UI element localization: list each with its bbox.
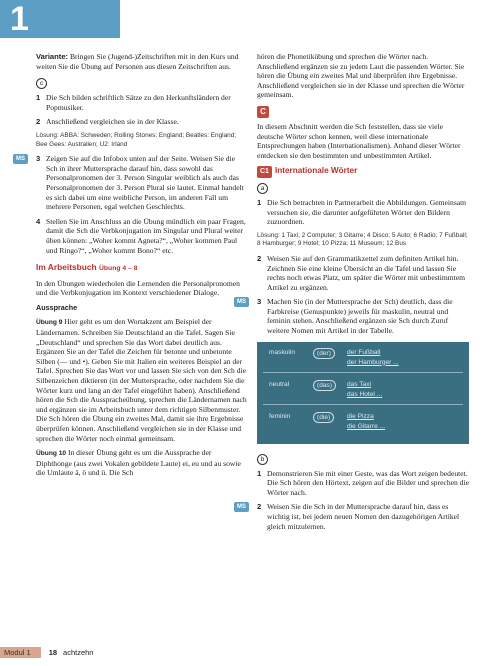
word: der Fußball	[347, 348, 381, 356]
word: die Pizza	[347, 412, 374, 420]
c1-badge: C1	[257, 166, 272, 178]
item-text: Weisen Sie auf den Grammatikzettel zum definiten Artikel hin. Zeichnen Sie eine kleine Übersicht an die Tafel und lassen Sie rechts noch etwas Platz, um später die Wörter mit unbestimmtem Artikel zu ergänzen.	[267, 253, 466, 292]
list-item: MS 2 Weisen Sie die Sch in der Muttersprache darauf hin, dass es wichtig ist, bei jedem neuen Nomen den dazugehörigen Artikel gleich mitzulernen.	[257, 502, 469, 531]
ms-badge-icon: MS	[13, 154, 28, 164]
left-column	[16, 52, 248, 483]
article-circle: (der)	[313, 348, 335, 359]
arbeitsbuch-heading	[36, 263, 248, 274]
chalkboard-table	[257, 342, 469, 444]
item-text: Die Sch bilden schriftlich Sätze zu den Herkunftsländern der Popmusiker.	[46, 93, 231, 112]
arbeitsbuch-text: In den Übungen wiederholen die Lernenden die Personalpronomen und die Verbkonjugation im Kontext verschiedener Dialoge.	[36, 278, 240, 298]
list-item: MS 3 Machen Sie (in der Muttersprache der Sch) deutlich, dass die Farbkreise (Genuspunkte) jeweils für maskulin, neutral und feminin stehen. Anschließend ergänzen sie Sch durch Zuruf weitere Nomen mit Artikel in der Tabelle.	[257, 297, 469, 335]
c1-title: Internationale Wörter	[274, 166, 358, 176]
arbeitsbuch-title: Im Arbeitsbuch	[36, 262, 97, 273]
c1-heading	[257, 166, 469, 178]
article-circle: (das)	[313, 380, 336, 391]
list-item: 1 Die Sch betrachten in Partnerarbeit die Abbildungen. Gemeinsam versuchen sie, die darunter aufgeführten Wörter den Bildern zuzuordnen.	[257, 197, 467, 227]
item-text: Weisen Sie die Sch in der Muttersprache darauf hin, dass es wichtig ist, bei jedem neuen Nomen den dazugehörigen Artikel gleich mitzulernen.	[267, 502, 460, 531]
word: der Hamburger ...	[347, 358, 399, 366]
module-tab: Modul 1	[0, 647, 41, 658]
item-text: Demonstrieren Sie mit einer Geste, was das Wort zeigen bedeutet. Die Sch hören den Hörtext, zeigen auf die Bilder und sprechen die Wörter nach.	[267, 468, 470, 497]
variante-paragraph	[36, 52, 248, 71]
continued-text: hören die Phonetikübung und sprechen die Wörter nach. Anschließend ergänzen sie zu jedem Laut die passenden Wörter. Sie hören die Übung ein zweites Mal und überprüfen ihre Ergebnisse. Anschließend vergleichen sie in der Klasse und sprechen die Wörter gemeinsam.	[257, 52, 465, 100]
list-item: 2 Weisen Sie auf den Grammatikzettel zum definiten Artikel hin. Zeichnen Sie eine kleine Übersicht an die Tafel und lassen Sie rechts noch etwas Platz, um später die Wörter mit unbestimmtem Artikel zu ergänzen.	[257, 253, 466, 292]
gender-label: feminin	[269, 412, 291, 420]
solution-text: Lösung: 1 Taxi; 2 Computer; 3 Gitarre; 4 Disco; 5 Auto; 6 Radio; 7 Fußball; 8 Hamburger; 9 Hotel; 10 Pizza; 11 Museum; 12 Bus	[257, 231, 468, 248]
ms-badge-icon: MS	[234, 502, 249, 512]
arbeitsbuch-exercises: Übung 4 – 8	[98, 265, 138, 273]
ms-badge-icon: MS	[234, 297, 249, 307]
page-word: achtzehn	[63, 648, 94, 657]
ubung10-text: In dieser Übung geht es um die Aussprache der Diphthonge (aus zwei Vokalen gebildete Laute) ei, eu und au sowie die Umlaute ä, ö und ü. Die Sch	[36, 448, 241, 478]
section-c-text: In diesem Abschnitt werden die Sch feststellen, dass sie viele deutsche Wörter schon kennen, weil diese internationale Entsprechungen haben (Internationalismen). Anhand dieser Wörter entdecken sie den bestimmten und unbestimmten Artikel.	[257, 121, 461, 160]
gender-label: maskulin	[269, 348, 296, 356]
item-text: Zeigen Sie auf die Infobox unten auf der Seite. Weisen Sie die Sch in ihrer Muttersprache darauf hin, dass sowohl das Personalpronomen der 3. Person Singular weiblich als auch das Personalpronomen der 3. Person Plural sie lautet. Einmal handelt es sich dabei um eine weibliche Person, im anderen Fall um mehrere Personen, egal welchen Geschlechts.	[46, 154, 244, 212]
item-text: Machen Sie (in der Muttersprache der Sch) deutlich, dass die Farbkreise (Genuspunkte) jeweils für maskulin, neutral und feminin stehen. Anschließend ergänzen sie Sch durch Zuruf weitere Nomen mit Artikel in der Tabelle.	[267, 297, 453, 336]
ubung10-paragraph	[36, 448, 248, 478]
section-a-circle-icon: a	[257, 183, 268, 194]
word: die Gitarre ...	[347, 422, 386, 430]
article-circle: (die)	[313, 412, 334, 423]
section-c-circle-icon: c	[36, 78, 47, 89]
page-footer	[0, 647, 93, 658]
item-text: Stellen Sie im Anschluss an die Übung mündlich ein paar Fragen, damit die Sch die Verbkonjugation im Singular und Plural weiter üben können: „Woher kommt Agneta?“, „Woher kommen Paul und Ringo?“, „Woher kommt Bono?“ etc.	[46, 216, 246, 255]
ubung10-label: Übung 10	[36, 450, 67, 458]
list-item: 4 Stellen Sie im Anschluss an die Übung mündlich ein paar Fragen, damit die Sch die Verbkonjugation im Singular und Plural weiter üben können: „Woher kommt Agneta?“, „Woher kommen Paul und Ringo?“, „Woher kommt Bono?“ etc.	[36, 216, 246, 255]
ubung9-paragraph	[36, 317, 248, 443]
item-text: Die Sch betrachten in Partnerarbeit die Abbildungen. Gemeinsam versuchen sie, die darunter aufgeführten Wörter den Bildern zuzuordnen.	[267, 197, 467, 227]
word: das Taxi	[347, 380, 372, 388]
variante-label: Variante:	[36, 52, 69, 61]
list-item: 1 Demonstrieren Sie mit einer Geste, was das Wort zeigen bedeutet. Die Sch hören den Hörtext, zeigen auf die Bilder und sprechen die Wörter nach.	[257, 468, 470, 497]
list-item: MS 3 Zeigen Sie auf die Infobox unten auf der Seite. Weisen Sie die Sch in ihrer Muttersprache darauf hin, dass sowohl das Personalpronomen der 3. Person Singular weiblich als auch das Personalpronomen der 3. Person Plural sie lautet. Einmal handelt es sich dabei um eine weibliche Person, im anderen Fall um mehrere Personen, egal welchen Geschlechts.	[36, 154, 248, 212]
list-item: 1 Die Sch bilden schriftlich Sätze zu den Herkunftsländern der Popmusiker.	[36, 93, 231, 112]
aussprache-heading: Aussprache	[36, 302, 78, 312]
item-text: Anschließend vergleichen sie in der Klasse.	[46, 117, 179, 127]
page-number: 18	[48, 648, 58, 657]
ubung9-label: Übung 9	[36, 319, 63, 327]
variante-text: Bringen Sie (Jugend-)Zeitschriften mit in den Kurs und weiten Sie die Übung auf Personen aus diesen Zeitschriften aus.	[36, 52, 239, 71]
solution-text: Lösung: ABBA: Schweden; Rolling Stones: England; Beatles: England; Bee Gees: Australien; U2: Irland	[36, 131, 237, 148]
board-divider	[263, 372, 463, 373]
section-b-circle-icon: b	[257, 454, 268, 465]
board-divider	[263, 404, 463, 405]
ubung9-text: Hier geht es um den Wortakzent am Beispiel der Ländernamen. Schreiben Sie Deutschland an die Tafel. Sagen Sie „Deutschland“ und sprechen Sie das Wort dabei deutlich aus. Ergänzen Sie an der Tafel die Zeichen für betonte und unbetonte Silben (— und •). Geben Sie mit Italien ein weiteres Beispiel an der Tafel. Sprechen Sie das Wort vor und lassen Sie sich von den Sch die Silbenzeichen diktieren (in der Muttersprache, oder nachdem Sie die Wörter kurz und lang an der Tafel eingeführt haben). Anschließend hören die Sch die Ausspracheübung, sprechen die Ländernamen nach und ergänzen sie im Arbeitsbuch unter dem richtigen Silbenmuster. Die Sch hören die Übung ein zweites Mal, damit sie ihre Ergebnisse überprüfen können. Anschließend vergleichen sie in der Klasse und sprechen die Wörter noch einmal gemeinsam.	[36, 317, 247, 443]
right-column	[237, 52, 470, 536]
section-c-badge: C	[257, 106, 269, 118]
section-c-heading	[257, 106, 469, 118]
list-item: 2 Anschließend vergleichen sie in der Klasse.	[36, 117, 179, 127]
word: das Hotel ...	[347, 390, 383, 398]
gender-label: neutral	[269, 380, 290, 388]
chapter-number-banner: 1	[0, 0, 120, 38]
